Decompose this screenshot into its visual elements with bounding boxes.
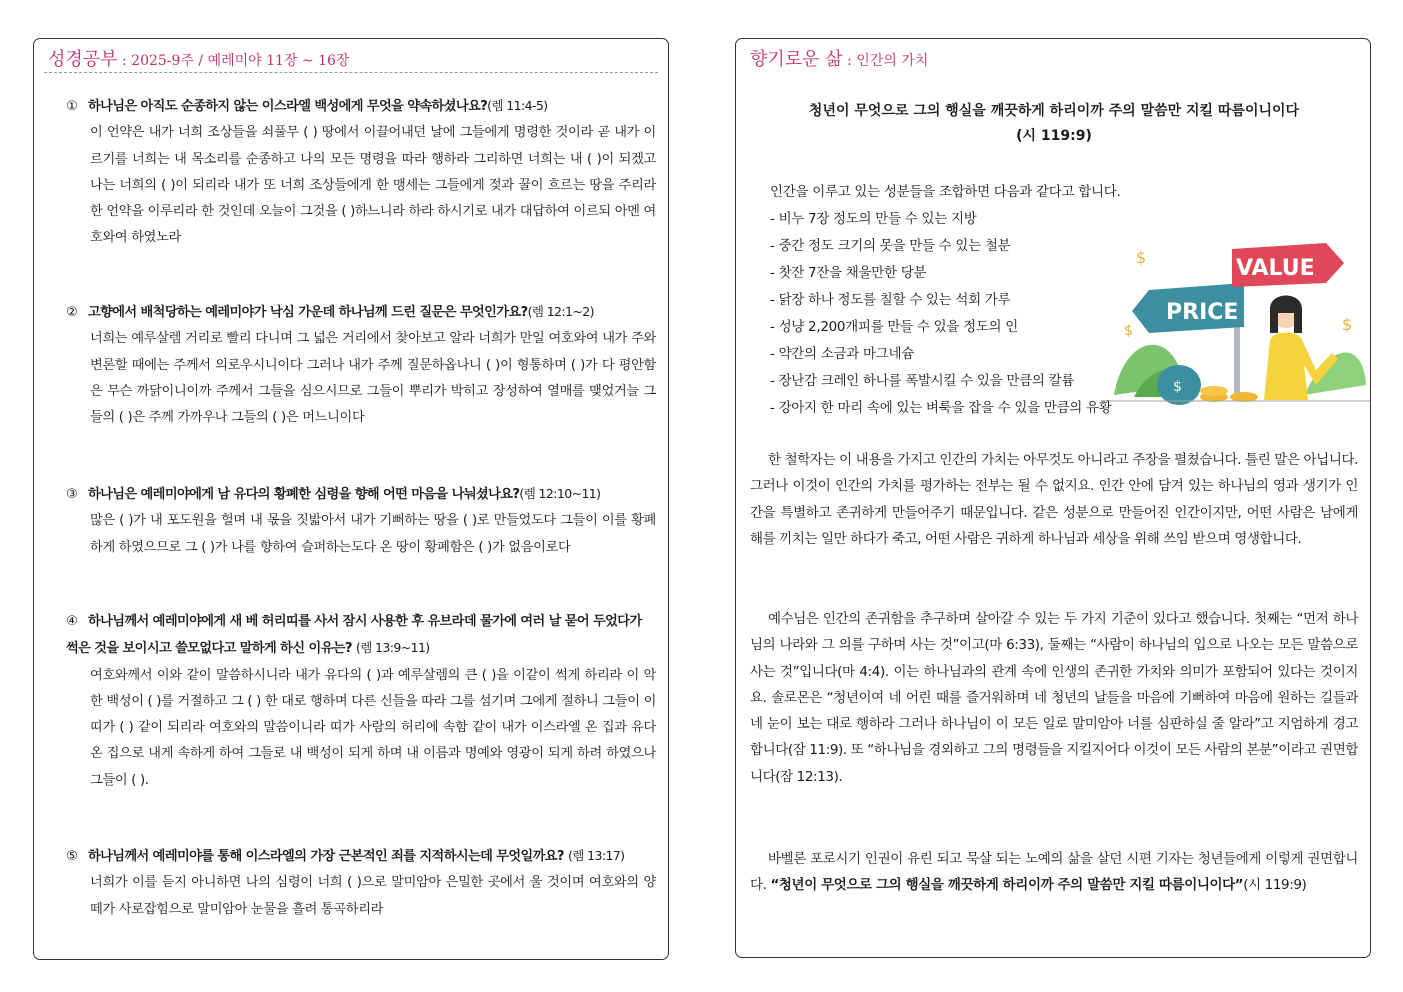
devotional-subtitle: : 인간의 가치 [842,53,929,69]
question-3 [66,481,656,561]
question-number: ⑤ [66,849,78,864]
dollar-icon: $ [1342,315,1353,334]
bible-study-subtitle: : 2025-9주 / 예레미야 11장 ~ 16장 [117,53,350,69]
question-number: ④ [66,614,78,629]
question-answer-text: 많은 ( )가 내 포도원을 헐며 내 몫을 짓밟아서 내가 기뻐하는 땅을 ( )로 만들었도다 그들이 이를 황폐하게 하였으므로 그 ( )가 나를 향하여 슬퍼하는도다 온 땅이 황폐함은 ( )가 없음이로다 [90,513,656,555]
list-item: - 강아지 한 마리 속에 있는 벼룩을 잡을 수 있을 만큼의 유황 [770,400,1112,416]
dollar-icon: $ [1136,248,1147,267]
key-verse [756,99,1352,149]
list-item: - 성냥 2,200개피를 만들 수 있을 정도의 인 [770,319,1019,335]
list-item: - 찻잔 7잔을 채울만한 당분 [770,265,927,281]
question-title: 하나님께서 예레미야에게 새 베 허리띠를 사서 잠시 사용한 후 유브라데 물가에 여러 날 묻어 두었다가 썩은 것을 보이시고 쓸모없다고 말하게 하신 이유는? [66,614,642,657]
question-answer-text: 이 언약은 내가 너희 조상들을 쇠풀무 ( ) 땅에서 이끌어내던 날에 그들에게 명령한 것이라 곧 내가 이르기를 너희는 내 목소리를 순종하고 나의 모든 명령을 따라 행하라 그리하면 너희는 내 ( )이 되겠고 나는 너희의 ( )이 되리라 내가 또 너희 조상들에게 한 맹세는 그들에게 젖과 꿀이 흐르는 땅을 주리라 한 언약을 이루리라 한 것인데 오늘이 그것을 ( )하느니라 하라 하시기로 내가 대답하여 이르되 아멘 여호와여 하였노라 [90,125,656,246]
question-reference: (렘 12:1~2) [527,304,594,319]
question-title: 하나님은 아직도 순종하지 않는 이스라엘 백성에게 무엇을 약속하셨나요? [88,99,488,114]
devotional-panel [735,38,1371,958]
question-title: 하나님께서 예레미야를 통해 이스라엘의 가장 근본적인 죄를 지적하시는데 무엇일까요? [88,849,564,864]
paragraph-3-quote: “청년이 무엇으로 그의 행실을 깨끗하게 하리이까 주의 말씀만 지킬 따름이니이다” [770,877,1244,894]
question-number: ③ [66,487,78,502]
bible-study-heading [48,45,349,71]
question-1 [66,93,656,252]
question-reference: (렘 12:10~11) [519,486,601,501]
list-item: - 약간의 소금과 마그네슘 [770,346,914,362]
question-title: 고향에서 배척당하는 예레미야가 낙심 가운데 하나님께 드린 질문은 무엇인가요? [88,305,528,320]
dollar-icon: $ [1173,379,1182,395]
ingredients-list [770,179,1240,422]
list-item: - 장난감 크레인 하나를 폭발시킬 수 있을 만큼의 칼륨 [770,373,1075,389]
list-item: - 닭장 하나 정도를 칠할 수 있는 석회 가루 [770,292,1011,308]
devotional-title: 향기로운 삶 [750,49,843,70]
question-reference: (렘 13:9~11) [355,640,430,656]
dollar-icon: $ [1124,323,1133,339]
question-answer-text: 너희가 이를 듣지 아니하면 나의 심령이 너희 ( )으로 말미암아 은밀한 곳에서 울 것이며 여호와의 양 떼가 사로잡힘으로 말미암아 눈물을 흘려 통곡하리라 [90,875,656,917]
question-reference: (렘 11:4-5) [487,98,548,113]
paragraph-3-reference: (시 119:9) [1243,877,1307,894]
bible-study-title: 성경공부 [48,49,118,70]
question-number: ② [66,305,78,320]
bible-study-panel [33,38,669,960]
question-number: ① [66,99,78,114]
devotional-heading [750,45,928,71]
heading-divider [44,72,658,73]
paragraph-2: 예수님은 인간의 존귀함을 추구하며 살아갈 수 있는 두 가지 기준이 있다고 했습니다. 첫째는 “먼저 하나님의 나라와 그 의를 구하며 사는 것”이고(마 6:33), 둘째는 “사람이 하나님의 입으로 나오는 모든 말씀으로 사는 것”입니다(마 4:4). 이는 하나님과의 관계 속에 인생의 존귀한 가치와 의미가 포함되어 있다는 것이지요. 솔로몬은 “청년이여 네 어린 때를 즐거워하며 네 청년의 날들을 마음에 기뻐하여 마음에 원하는 길들과 네 눈이 보는 대로 행하라 그러나 하나님이 이 모든 일로 말미암아 너를 심판하실 줄 알라”고 지엄하게 경고합니다(잠 11:9). 또 “하나님을 경외하고 그의 명령들을 지킬지어다 이것이 모든 사람의 본분”이라고 권면합니다(잠 12:13). [750,611,1358,785]
question-title: 하나님은 예레미야에게 남 유다의 황폐한 심령을 향해 어떤 마음을 나눠셨나요? [88,487,520,502]
paragraph-1: 한 철학자는 이 내용을 가지고 인간의 가치는 아무것도 아니라고 주장을 펼쳤습니다. 틀린 말은 아닙니다. 그러나 이것이 인간의 가치를 평가하는 전부는 될 수 없지요. 인간 안에 담겨 있는 하나님의 영과 생기가 인간을 특별하고 존귀하게 만들어주기 때문입니다. 같은 성분으로 만들어진 인간이지만, 어떤 사람은 남에게 해를 끼치는 일만 하다가 죽고, 어떤 사람은 귀하게 하나님과 세상을 위해 쓰임 받으며 영생합니다. [750,452,1358,547]
paragraph-3-text: 바벨론 포로시기 인권이 유린 되고 묵살 되는 노예의 삶을 살던 시편 기자는 청년들에게 이렇게 권면합니다. [750,851,1358,894]
question-answer-text: 너희는 예루살렘 거리로 빨리 다니며 그 넓은 거리에서 찾아보고 알라 너희가 만일 여호와여 내가 주와 변론할 때에는 주께서 의로우시니이다 그러나 내가 주께 질문하옵나니 ( )이 형통하며 ( )가 다 평안함은 무슨 까닭이니이까 주께서 그들을 심으시므로 그들이 뿌리가 박히고 장성하여 열매를 맺었거늘 그들의 ( )은 주께 가까우나 그들의 ( )은 머느니이다 [90,331,656,426]
question-reference: (렘 13:17) [568,848,625,863]
question-2 [66,299,656,431]
list-intro: 인간을 이루고 있는 성분들을 조합하면 다음과 같다고 합니다. [770,184,1121,200]
key-verse-reference: (시 119:9) [1016,128,1092,144]
value-sign-text: VALUE [1236,256,1315,281]
price-sign-text: PRICE [1166,300,1239,325]
list-item: - 중간 정도 크기의 못을 만들 수 있는 철분 [770,238,1011,254]
question-5 [66,843,656,923]
key-verse-text: 청년이 무엇으로 그의 행실을 깨끗하게 하리이까 주의 말씀만 지킬 따름이니이다 [808,103,1300,119]
question-4 [66,609,656,794]
paragraph-3 [750,846,1358,899]
question-answer-text: 여호와께서 이와 같이 말씀하시니라 내가 유다의 ( )과 예루살렘의 큰 ( )을 이같이 썩게 하리라 이 악한 백성이 ( )를 거절하고 그 ( ) 한 대로 행하며 다른 신들을 따라 그를 섬기며 그에게 절하니 그들이 이 띠가 ( ) 같이 되리라 여호와의 말씀이니라 띠가 사람의 허리에 속함 같이 내가 이스라엘 온 집과 유다 온 집으로 내게 속하게 하여 그들로 내 백성이 되게 하며 내 이름과 명예와 영광이 되게 하려 하였으나 그들이 ( ). [90,667,657,788]
list-item: - 비누 7장 정도의 만들 수 있는 지방 [770,211,977,227]
